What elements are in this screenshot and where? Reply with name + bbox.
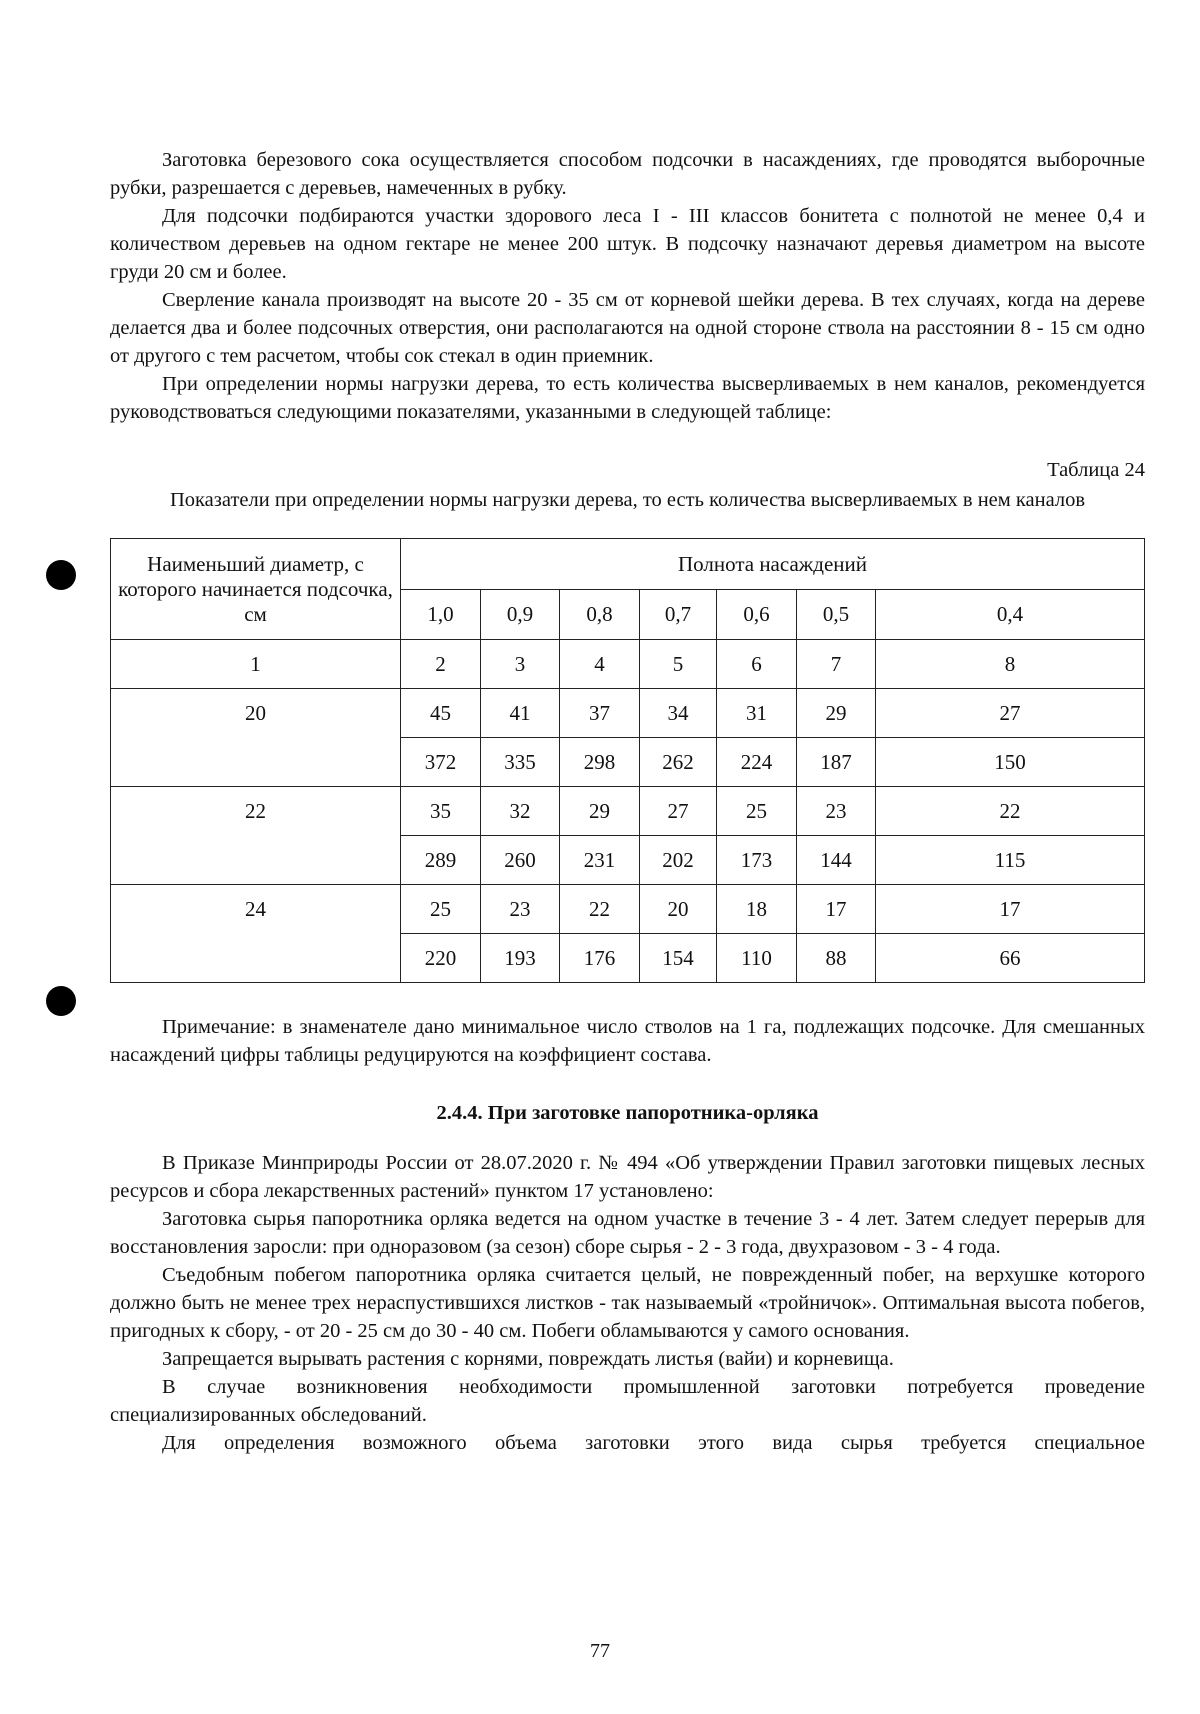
value-cell: 260	[481, 836, 560, 885]
value-cell: 34	[640, 689, 717, 738]
punch-hole-top	[46, 560, 76, 590]
value-cell: 202	[640, 836, 717, 885]
value-cell: 20	[640, 885, 717, 934]
paragraph: В Приказе Минприроды России от 28.07.2020 г. № 494 «Об утверждении Правил заготовки пищевых лесных ресурсов и сбора лекарственных растений» пунктом 17 установлено:	[110, 1152, 1145, 1202]
number-cell: 8	[876, 640, 1145, 689]
value-cell: 298	[560, 738, 640, 787]
value-cell: 176	[560, 934, 640, 983]
table-row	[111, 885, 1145, 934]
number-cell: 6	[717, 640, 797, 689]
table-row	[111, 787, 1145, 836]
value-cell: 22	[876, 787, 1145, 836]
paragraph: При определении нормы нагрузки дерева, то есть количества высверливаемых в нем каналов, рекомендуется руководствоваться следующими показателями, указанными в следующей таблице:	[110, 373, 1145, 423]
value-cell: 25	[717, 787, 797, 836]
paragraph: Сверление канала производят на высоте 20 - 35 см от корневой шейки дерева. В тех случаях, когда на дереве делается два и более подсочных отверстия, они располагаются на одной стороне ствола на расстоянии 8 - 15 см одно от другого с тем расчетом, чтобы сок стекал в один приемник.	[110, 289, 1145, 367]
table-note: Примечание: в знаменателе дано минимальное число стволов на 1 га, подлежащих подсочке. Для смешанных насаждений цифры таблицы редуцируются на коэффициент состава.	[110, 1016, 1145, 1066]
table-label: Таблица 24	[1047, 459, 1145, 481]
value-cell: 224	[717, 738, 797, 787]
paragraph: Съедобным побегом папоротника орляка считается целый, не поврежденный побег, на верхушке которого должно быть не менее трех нераспустившихся листков - так называемый «тройничок». Оптимальная высота побегов, пригодных к сбору, - от 20 - 25 см до 30 - 40 см. Побеги обламываются у самого основания.	[110, 1264, 1145, 1342]
table-caption: Показатели при определении нормы нагрузки дерева, то есть количества высверливаемых в нем каналов	[169, 489, 1086, 511]
value-cell: 22	[560, 885, 640, 934]
paragraph: В случае возникновения необходимости промышленной заготовки потребуется проведение специализированных обследований.	[110, 1376, 1145, 1426]
diameter-cell: 22	[111, 787, 401, 885]
column-header: 0,4	[876, 589, 1145, 640]
paragraph: Для определения возможного объема заготовки этого вида сырья требуется специальное	[162, 1432, 1145, 1454]
column-header: 0,9	[481, 589, 560, 640]
value-cell: 25	[401, 885, 481, 934]
header-diameter: Наименьший диаметр, с которого начинается подсочка, см	[111, 539, 401, 640]
value-cell: 23	[481, 885, 560, 934]
header-density: Полнота насаждений	[401, 539, 1145, 590]
value-cell: 289	[401, 836, 481, 885]
column-header: 1,0	[401, 589, 481, 640]
value-cell: 144	[797, 836, 876, 885]
number-cell: 1	[111, 640, 401, 689]
value-cell: 88	[797, 934, 876, 983]
value-cell: 231	[560, 836, 640, 885]
value-cell: 173	[717, 836, 797, 885]
value-cell: 27	[876, 689, 1145, 738]
number-cell: 2	[401, 640, 481, 689]
value-cell: 187	[797, 738, 876, 787]
value-cell: 32	[481, 787, 560, 836]
number-cell: 3	[481, 640, 560, 689]
data-table	[110, 538, 1145, 983]
value-cell: 17	[876, 885, 1145, 934]
value-cell: 193	[481, 934, 560, 983]
value-cell: 18	[717, 885, 797, 934]
column-header: 0,6	[717, 589, 797, 640]
value-cell: 37	[560, 689, 640, 738]
value-cell: 220	[401, 934, 481, 983]
value-cell: 23	[797, 787, 876, 836]
number-cell: 7	[797, 640, 876, 689]
number-cell: 4	[560, 640, 640, 689]
column-header: 0,7	[640, 589, 717, 640]
column-header: 0,5	[797, 589, 876, 640]
page-number: 77	[590, 1640, 610, 1662]
value-cell: 41	[481, 689, 560, 738]
paragraph: Заготовка березового сока осуществляется способом подсочки в насаждениях, где проводятся выборочные рубки, разрешается с деревьев, намеченных в рубку.	[110, 149, 1145, 199]
value-cell: 110	[717, 934, 797, 983]
value-cell: 29	[797, 689, 876, 738]
value-cell: 27	[640, 787, 717, 836]
diameter-cell: 20	[111, 689, 401, 787]
value-cell: 45	[401, 689, 481, 738]
value-cell: 35	[401, 787, 481, 836]
numbering-row	[111, 640, 1145, 689]
value-cell: 150	[876, 738, 1145, 787]
number-cell: 5	[640, 640, 717, 689]
value-cell: 17	[797, 885, 876, 934]
paragraph: Заготовка сырья папоротника орляка ведется на одном участке в течение 3 - 4 лет. Затем следует перерыв для восстановления заросли: при одноразовом (за сезон) сборе сырья - 2 - 3 года, двухразовом - 3 - 4 года.	[110, 1208, 1145, 1258]
value-cell: 262	[640, 738, 717, 787]
table-row	[111, 689, 1145, 738]
paragraph: Запрещается вырывать растения с корнями, повреждать листья (вайи) и корневища.	[162, 1348, 894, 1370]
section-heading: 2.4.4. При заготовке папоротника-орляка	[436, 1102, 819, 1124]
diameter-cell: 24	[111, 885, 401, 983]
punch-hole-bottom	[46, 986, 76, 1016]
value-cell: 31	[717, 689, 797, 738]
value-cell: 372	[401, 738, 481, 787]
value-cell: 66	[876, 934, 1145, 983]
value-cell: 335	[481, 738, 560, 787]
value-cell: 29	[560, 787, 640, 836]
column-header: 0,8	[560, 589, 640, 640]
value-cell: 115	[876, 836, 1145, 885]
document-page	[110, 146, 1145, 1457]
paragraph: Для подсочки подбираются участки здорового леса I - III классов бонитета с полнотой не менее 0,4 и количеством деревьев на одном гектаре не менее 200 штук. В подсочку назначают деревья диаметром на высоте груди 20 см и более.	[110, 205, 1145, 283]
value-cell: 154	[640, 934, 717, 983]
